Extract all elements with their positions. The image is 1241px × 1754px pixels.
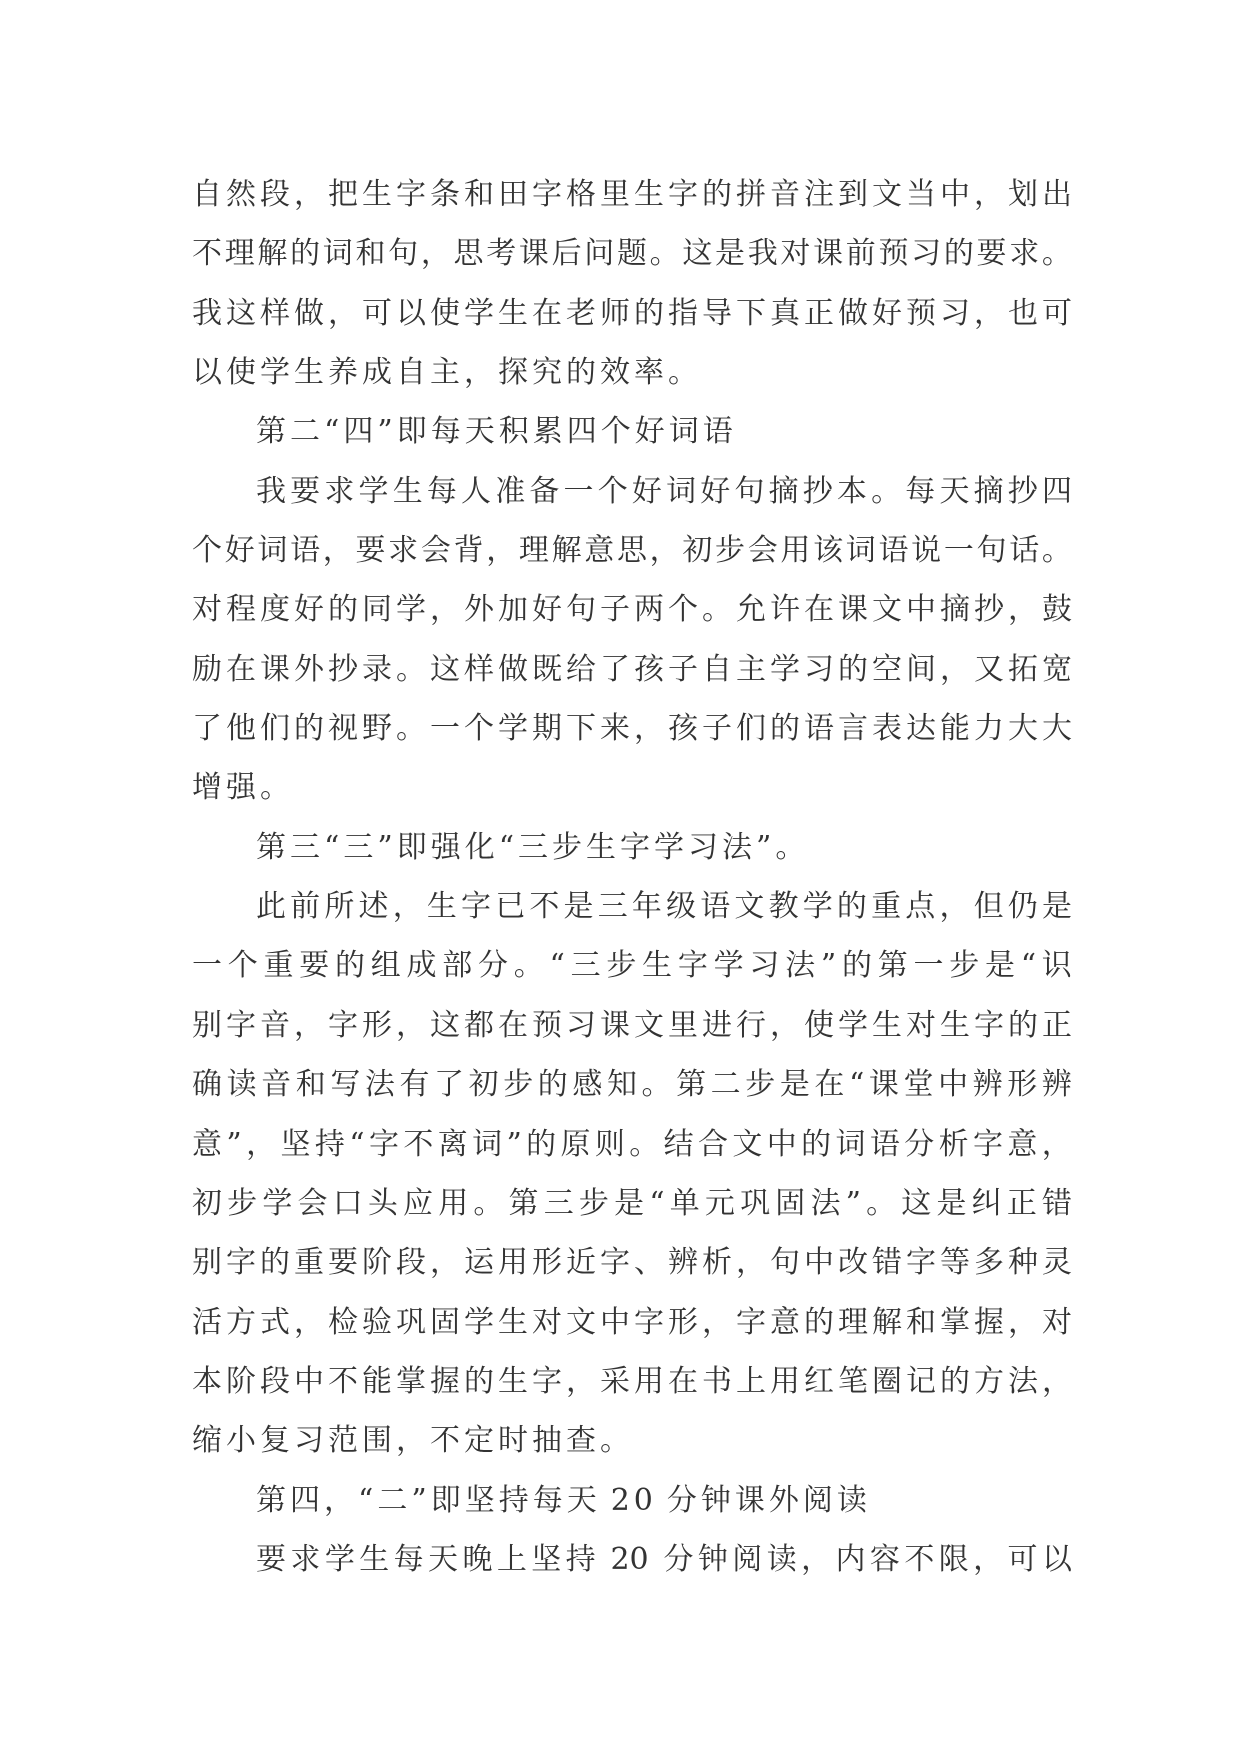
paragraph-line: 我 这 样 做 ， 可 以 使 学 生 在 老 师 的 指 导 下 真 正 做 好 预 习 ， 也 可	[192, 295, 1072, 331]
paragraph-line: 确 读 音 和 写 法 有 了 初 步 的 感 知 。 第 二 步 是 在 “ 课 堂 中 辨 形 辨	[192, 1067, 1072, 1103]
document-body	[192, 165, 1072, 1589]
paragraph-line: 第 二 “ 四 ” 即 每 天 积 累 四 个 好 词 语	[256, 414, 737, 450]
paragraph-line: 缩 小 复 习 范 围 ， 不 定 时 抽 查 。	[192, 1423, 634, 1459]
paragraph-line: 我 要 求 学 生 每 人 准 备 一 个 好 词 好 句 摘 抄 本 。 每 天 摘 抄 四	[256, 473, 1072, 509]
paragraph-line: 活 方 式 ， 检 验 巩 固 学 生 对 文 中 字 形 ， 字 意 的 理 解 和 掌 握 ， 对	[192, 1304, 1072, 1340]
paragraph-line: 个 好 词 语 ， 要 求 会 背 ， 理 解 意 思 ， 初 步 会 用 该 词 语 说 一 句 话 。	[192, 533, 1072, 569]
paragraph-line: 了 他 们 的 视 野 。 一 个 学 期 下 来 ， 孩 子 们 的 语 言 表 达 能 力 大 大	[192, 711, 1072, 747]
paragraph-line: 增 强 。	[192, 770, 294, 806]
paragraph-line: 不 理 解 的 词 和 句 ， 思 考 课 后 问 题 。 这 是 我 对 课 前 预 习 的 要 求 。	[192, 236, 1072, 272]
paragraph-line: 第 三 “ 三 ” 即 强 化 “ 三 步 生 字 学 习 法 ” 。	[256, 829, 810, 865]
paragraph-line: 一 个 重 要 的 组 成 部 分 。 “ 三 步 生 字 学 习 法 ” 的 第 一 步 是 “ 识	[192, 948, 1072, 984]
paragraph-line: 此 前 所 述 ， 生 字 已 不 是 三 年 级 语 文 教 学 的 重 点 ， 但 仍 是	[256, 889, 1072, 925]
paragraph-line: 要 求 学 生 每 天 晚 上 坚 持 20 分 钟 阅 读 ， 内 容 不 限 ， 可 以	[256, 1541, 1072, 1577]
paragraph-line: 本 阶 段 中 不 能 掌 握 的 生 字 ， 采 用 在 书 上 用 红 笔 圈 记 的 方 法 ，	[192, 1363, 1072, 1399]
paragraph-line: 对 程 度 好 的 同 学 ， 外 加 好 句 子 两 个 。 允 许 在 课 文 中 摘 抄 ， 鼓	[192, 592, 1072, 628]
paragraph-line: 励 在 课 外 抄 录 。 这 样 做 既 给 了 孩 子 自 主 学 习 的 空 间 ， 又 拓 宽	[192, 651, 1072, 687]
paragraph-line: 别 字 的 重 要 阶 段 ， 运 用 形 近 字 、 辨 析 ， 句 中 改 错 字 等 多 种 灵	[192, 1245, 1072, 1281]
paragraph-line: 自 然 段 ， 把 生 字 条 和 田 字 格 里 生 字 的 拼 音 注 到 文 当 中 ， 划 出	[192, 177, 1072, 212]
paragraph-line: 别 字 音 ， 字 形 ， 这 都 在 预 习 课 文 里 进 行 ， 使 学 生 对 生 字 的 正	[192, 1007, 1072, 1043]
paragraph-line: 第 四 ， “ 二 ” 即 坚 持 每 天 20 分 钟 课 外 阅 读	[256, 1482, 871, 1518]
paragraph-line: 意 ” ， 坚 持 “ 字 不 离 词 ” 的 原 则 。 结 合 文 中 的 词 语 分 析 字 意 ，	[192, 1126, 1072, 1162]
paragraph-line: 以 使 学 生 养 成 自 主 ， 探 究 的 效 率 。	[192, 355, 702, 391]
paragraph-line: 初 步 学 会 口 头 应 用 。 第 三 步 是 “ 单 元 巩 固 法 ” 。 这 是 纠 正 错	[192, 1185, 1072, 1221]
